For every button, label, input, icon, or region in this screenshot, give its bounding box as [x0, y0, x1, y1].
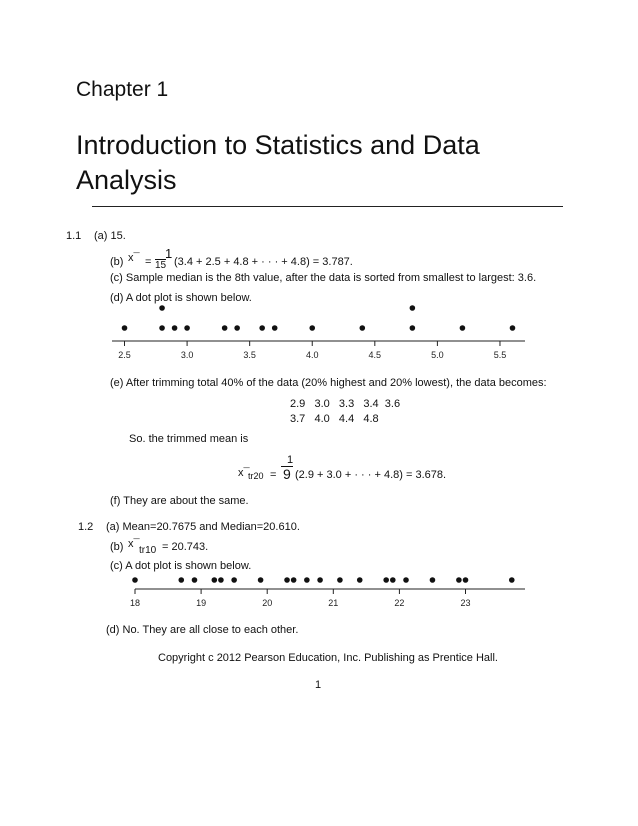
data-dot	[159, 305, 165, 311]
copyright-notice: Copyright c 2012 Pearson Education, Inc. Publishing as Prentice Hall.	[158, 652, 498, 664]
tick-label: 23	[460, 598, 471, 608]
tick-label: 22	[394, 598, 405, 608]
tick-label: 2.5	[118, 350, 131, 360]
tm-fraction-numerator: 1	[287, 454, 294, 466]
data-dot	[172, 325, 178, 331]
data-dot	[509, 577, 515, 583]
answer-1-2-a: (a) Mean=20.7675 and Median=20.610.	[106, 521, 300, 533]
tick-label: 5.5	[493, 350, 507, 360]
answer-1-1-b-expression: (3.4 + 2.5 + 4.8 + · · · + 4.8) = 3.787.	[174, 256, 353, 268]
data-dot	[192, 577, 198, 583]
fraction-numerator: 1	[165, 246, 173, 261]
data-dot	[259, 325, 265, 331]
tr10-subscript: tr10	[139, 545, 157, 556]
data-dot	[360, 325, 366, 331]
data-dot	[231, 577, 237, 583]
answer-1-2-d: (d) No. They are all close to each other.	[106, 624, 299, 636]
data-dot	[456, 577, 462, 583]
data-dot	[304, 577, 310, 583]
data-dot	[463, 577, 469, 583]
data-dot	[357, 577, 363, 583]
answer-1-1-c: (c) Sample median is the 8th value, after the data is sorted from smallest to largest: 3.6.	[110, 272, 537, 284]
data-dot	[284, 577, 290, 583]
data-dot	[132, 577, 138, 583]
data-dot	[258, 577, 264, 583]
tick-label: 21	[328, 598, 339, 608]
tick-label: 5.0	[431, 350, 444, 360]
chapter-label: Chapter 1	[76, 78, 169, 101]
tick-label: 20	[262, 598, 273, 608]
trimmed-data-row-2: 3.7 4.0 4.4 4.8	[290, 413, 379, 425]
tick-label: 4.0	[305, 350, 319, 360]
answer-1-2-b-expression: = 20.743.	[162, 541, 209, 553]
data-dot	[309, 325, 315, 331]
answer-1-2-b-label: (b)	[110, 541, 124, 553]
title-divider	[92, 206, 563, 207]
problem-number-1-2: 1.2	[78, 521, 94, 533]
answer-1-1-f: (f) They are about the same.	[110, 495, 249, 507]
data-dot	[410, 325, 416, 331]
data-dot	[317, 577, 323, 583]
tick-label: 3.5	[243, 350, 256, 360]
data-dot	[390, 577, 396, 583]
tm-xbar-symbol: x¯	[238, 467, 250, 479]
data-dot	[430, 577, 436, 583]
data-dot	[510, 325, 516, 331]
answer-1-1-a: (a) 15.	[94, 230, 126, 242]
tick-label: 18	[129, 598, 141, 608]
tm-fraction-denominator: 9	[283, 466, 291, 482]
data-dot	[272, 325, 278, 331]
answer-1-1-b-label: (b)	[110, 256, 124, 268]
data-dot	[291, 577, 297, 583]
data-dot	[383, 577, 389, 583]
data-dot	[218, 577, 224, 583]
chapter-title: Introduction to Statistics and Data Analysis	[76, 130, 480, 195]
data-dot	[159, 325, 165, 331]
fraction-denominator: 15	[155, 260, 167, 271]
answer-1-1-d: (d) A dot plot is shown below.	[110, 292, 252, 304]
tm-subscript: tr20	[248, 471, 264, 481]
dot-plot-1-1	[0, 300, 638, 366]
problem-number-1-1: 1.1	[66, 230, 82, 242]
data-dot	[410, 305, 416, 311]
data-dot	[403, 577, 409, 583]
trimmed-mean-intro: So. the trimmed mean is	[129, 433, 249, 445]
data-dot	[184, 325, 190, 331]
data-dot	[460, 325, 466, 331]
data-dot	[122, 325, 128, 331]
xbar-symbol: x¯	[128, 252, 140, 264]
dot-plot-1-2	[0, 568, 638, 620]
trimmed-mean-expression: (2.9 + 3.0 + · · · + 4.8) = 3.678.	[295, 469, 447, 481]
trimmed-data-row-1: 2.9 3.0 3.3 3.4 3.6	[290, 398, 401, 410]
data-dot	[222, 325, 228, 331]
answer-1-1-e: (e) After trimming total 40% of the data (20% highest and 20% lowest), the data becomes:	[110, 377, 547, 389]
equals-sign: =	[145, 256, 152, 268]
tick-label: 4.5	[368, 350, 382, 360]
tr10-xbar-symbol: x¯	[128, 538, 140, 550]
tick-label: 19	[196, 598, 207, 608]
data-dot	[337, 577, 343, 583]
data-dot	[212, 577, 218, 583]
tm-equals-sign: =	[270, 469, 277, 481]
page-number: 1	[315, 679, 322, 691]
data-dot	[234, 325, 240, 331]
data-dot	[178, 577, 184, 583]
tick-label: 3.0	[180, 350, 194, 360]
answer-1-2-c: (c) A dot plot is shown below.	[110, 560, 252, 572]
